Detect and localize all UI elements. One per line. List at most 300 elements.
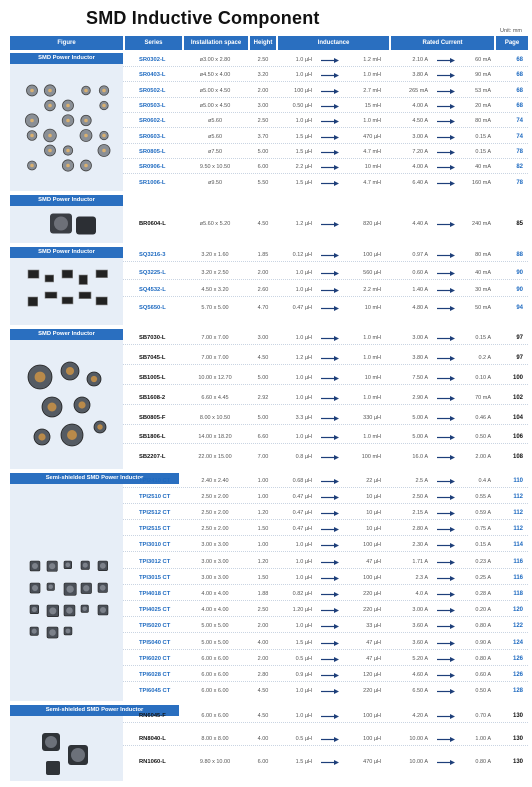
component-photo (22, 726, 112, 778)
height-value: 2.00 (257, 655, 269, 662)
range-arrow-icon (321, 714, 339, 719)
header-series-label: Series (144, 40, 163, 46)
page-title: SMD Inductive Component (86, 8, 320, 28)
current-min: 0.80 A (475, 655, 491, 662)
current-min: 0.60 A (475, 672, 491, 678)
figure-category-label: SMD Power Inductor (10, 329, 123, 340)
height-value: 1.20 (257, 510, 269, 516)
header-size (184, 36, 248, 50)
range-arrow-icon (321, 73, 339, 78)
current-max: 5.00 A (412, 414, 428, 421)
installation-space: 6.60 x 4.45 (201, 394, 229, 401)
page-number: 130 (512, 713, 523, 719)
series-name: SR0403-L (139, 72, 166, 79)
table-row (123, 218, 528, 231)
page-number: 97 (516, 355, 523, 362)
current-max: 6.40 A (412, 179, 428, 186)
range-arrow-icon (321, 641, 339, 646)
inductance-min: 0.47 µH (292, 510, 312, 516)
height-value: 5.00 (257, 414, 269, 421)
inductance-max: 120 µH (363, 672, 381, 678)
current-max: 5.00 A (412, 434, 428, 441)
inductance-min: 0.47 µH (292, 304, 312, 311)
table-row (123, 710, 528, 723)
height-value: 5.50 (257, 179, 269, 186)
page-number: 112 (513, 510, 523, 516)
inductance-max: 100 µH (363, 713, 381, 719)
series-name: RN1060-L (139, 759, 166, 765)
installation-space: 22.00 x 15.00 (198, 454, 232, 461)
inductance-min: 1.0 µH (295, 542, 312, 549)
installation-space: 2.50 x 2.00 (201, 510, 229, 516)
range-arrow-icon (321, 356, 339, 361)
table-row (123, 523, 528, 536)
installation-space: 6.00 x 6.00 (201, 672, 229, 678)
inductance-max: 1.0 mH (363, 434, 381, 441)
current-max: 4.60 A (412, 672, 428, 678)
inductance-min: 0.47 µH (292, 493, 312, 500)
current-min: 53 mA (475, 87, 491, 94)
current-min: 0.55 A (475, 493, 491, 500)
installation-space: 5.00 x 5.00 (201, 623, 229, 630)
series-name: SR0602-L (139, 118, 166, 125)
current-min: 0.4 A (478, 477, 491, 484)
page-number: 108 (512, 454, 523, 461)
inductance-max: 1.0 mH (363, 335, 381, 342)
height-value: 4.50 (257, 355, 269, 362)
height-value: 1.88 (257, 591, 269, 597)
current-min: 70 mA (475, 394, 491, 401)
table-row (123, 491, 528, 504)
inductance-min: 0.12 µH (292, 252, 312, 259)
series-name: TPI2410 CT (139, 477, 171, 484)
height-value: 2.00 (257, 269, 269, 276)
inductance-max: 10 mH (364, 375, 381, 381)
table-row (123, 249, 528, 262)
range-arrow-icon (321, 119, 339, 124)
page-number: 78 (516, 179, 523, 186)
header-inductance (278, 36, 389, 50)
inductance-min: 1.2 µH (295, 220, 312, 227)
table-row (123, 85, 528, 98)
inductance-min: 1.20 µH (292, 607, 312, 614)
inductance-max: 560 µH (363, 269, 381, 276)
current-min: 80 mA (475, 118, 491, 125)
height-value: 1.20 (257, 558, 269, 565)
table-row (123, 756, 528, 769)
installation-space: ø7.50 (207, 148, 223, 155)
current-min: 0.23 A (475, 558, 491, 565)
table-row (123, 131, 528, 144)
page-number: 112 (513, 493, 523, 500)
table-row (123, 539, 528, 552)
series-name: TPI6028 CT (139, 672, 171, 678)
inductance-min: 1.0 µH (295, 574, 312, 581)
installation-space: 4.00 x 4.00 (201, 607, 229, 614)
inductance-max: 47 µH (366, 655, 381, 662)
range-arrow-icon (321, 135, 339, 140)
current-min: 0.50 A (475, 688, 491, 695)
current-min: 20 mA (475, 103, 491, 110)
component-photo (22, 209, 112, 240)
series-name: TPI2510 CT (139, 493, 171, 500)
series-name: TPI3010 CT (139, 542, 171, 549)
inductance-min: 1.5 µH (295, 148, 312, 155)
range-arrow-icon (321, 104, 339, 109)
series-name: SB7045-L (139, 355, 166, 362)
page-number: 68 (516, 57, 523, 64)
page-number: 116 (513, 574, 523, 581)
inductance-max: 220 µH (363, 591, 381, 597)
installation-space: ø5.60 (207, 118, 223, 125)
range-arrow-icon (321, 150, 339, 155)
table-row (123, 100, 528, 113)
page-number: 97 (516, 335, 523, 342)
current-min: 30 mA (475, 287, 491, 294)
series-name: TPI2515 CT (139, 526, 171, 533)
current-min: 0.2 A (478, 355, 491, 362)
inductance-min: 3.3 µH (295, 414, 312, 421)
header-figure-label: Figure (57, 40, 76, 46)
series-name: SB2207-L (139, 454, 166, 461)
inductance-min: 1.5 µH (295, 759, 312, 765)
table-row (123, 267, 528, 280)
figure-panel (10, 705, 144, 781)
inductance-min: 0.82 µH (292, 591, 312, 597)
inductance-max: 1.2 mH (363, 57, 381, 64)
current-max: 4.50 A (412, 118, 428, 125)
current-max: 2.10 A (412, 57, 428, 64)
height-value: 2.50 (257, 57, 269, 64)
installation-space: ø3.00 x 2.80 (199, 57, 231, 64)
range-arrow-icon (321, 396, 339, 401)
series-name: TPI4025 CT (139, 607, 171, 614)
current-min: 0.20 A (475, 607, 491, 614)
series-name: SR0503-L (139, 103, 166, 110)
inductance-max: 100 µH (363, 574, 381, 581)
inductance-min: 100 µH (294, 87, 312, 94)
current-min: 40 mA (475, 269, 491, 276)
inductance-max: 820 µH (363, 220, 381, 227)
inductance-max: 33 µH (366, 623, 381, 630)
current-max: 0.60 A (412, 269, 428, 276)
inductance-max: 47 µH (366, 639, 381, 646)
range-arrow-icon (321, 222, 339, 227)
range-arrow-icon (321, 673, 339, 678)
page-number: 90 (516, 287, 523, 294)
height-value: 5.00 (257, 375, 269, 381)
unit-note: Unit: mm (500, 28, 522, 34)
current-max: 4.00 A (412, 164, 428, 171)
height-value: 1.85 (257, 252, 269, 259)
inductance-min: 1.0 µH (295, 72, 312, 79)
series-name: TPI6020 CT (139, 655, 171, 662)
inductance-max: 10 µH (366, 493, 381, 500)
page-number: 94 (516, 304, 523, 311)
header-figure (10, 36, 123, 50)
installation-space: 6.00 x 6.00 (201, 655, 229, 662)
inductance-max: 22 µH (366, 477, 381, 484)
range-arrow-icon (321, 737, 339, 742)
series-name: TPI3012 CT (139, 558, 171, 565)
range-arrow-icon (321, 511, 339, 516)
page-number: 85 (516, 220, 523, 227)
inductance-max: 470 µH (363, 133, 381, 140)
height-value: 1.00 (257, 477, 269, 484)
component-photo (22, 494, 112, 698)
height-value: 4.50 (257, 713, 269, 719)
current-max: 3.60 A (412, 623, 428, 630)
current-max: 2.3 A (415, 574, 428, 581)
inductance-min: 0.5 µH (295, 655, 312, 662)
installation-space: 6.00 x 6.00 (201, 688, 229, 695)
figure-panel (10, 53, 123, 191)
page-number: 118 (513, 591, 523, 597)
range-arrow-icon (321, 306, 339, 311)
page-number: 88 (516, 252, 523, 259)
range-arrow-icon (321, 435, 339, 440)
series-name: SB1005-L (139, 375, 166, 381)
range-arrow-icon (321, 181, 339, 186)
series-name: SB1608-2 (139, 394, 166, 401)
inductance-min: 1.5 µH (295, 133, 312, 140)
current-max: 4.00 A (412, 103, 428, 110)
height-value: 3.00 (257, 335, 269, 342)
current-max: 4.40 A (412, 220, 428, 227)
inductance-min: 0.9 µH (295, 672, 312, 678)
page-number: 82 (516, 164, 523, 171)
current-min: 0.15 A (475, 542, 491, 549)
inductance-min: 0.68 µH (292, 477, 312, 484)
current-max: 2.50 A (412, 493, 428, 500)
height-value: 2.00 (257, 623, 269, 630)
inductance-max: 10 mH (364, 304, 381, 311)
current-max: 3.80 A (412, 72, 428, 79)
page-number: 110 (513, 477, 523, 484)
inductance-min: 1.5 µH (295, 179, 312, 186)
installation-space: 8.00 x 10.50 (199, 414, 231, 421)
figure-panel (10, 329, 123, 469)
inductance-max: 100 mH (361, 454, 381, 461)
page-number: 116 (513, 558, 523, 565)
inductance-max: 470 µH (363, 759, 381, 765)
series-name: SR0906-L (139, 164, 166, 171)
height-value: 6.00 (257, 759, 269, 765)
current-max: 2.80 A (412, 526, 428, 533)
installation-space: 3.00 x 3.00 (201, 542, 229, 549)
page-number: 130 (512, 759, 523, 765)
current-min: 0.80 A (475, 623, 491, 630)
inductance-min: 0.50 µH (292, 103, 312, 110)
range-arrow-icon (321, 336, 339, 341)
inductance-max: 220 µH (363, 688, 381, 695)
current-min: 0.70 A (475, 713, 491, 719)
current-min: 0.80 A (475, 759, 491, 765)
series-name: SR0502-L (139, 87, 166, 94)
inductance-max: 10 µH (366, 526, 381, 533)
range-arrow-icon (321, 495, 339, 500)
range-arrow-icon (321, 416, 339, 421)
header-page (496, 36, 528, 50)
installation-space: ø9.50 (207, 179, 223, 186)
range-arrow-icon (321, 608, 339, 613)
series-name: SQ3225-L (139, 269, 166, 276)
height-value: 1.00 (257, 542, 269, 549)
page-number: 130 (512, 736, 523, 742)
table-row (123, 352, 528, 365)
installation-space: 14.00 x 18.20 (198, 434, 232, 441)
height-value: 2.80 (257, 672, 269, 678)
inductance-min: 1.0 µH (295, 57, 312, 64)
inductance-min: 0.8 µH (295, 454, 312, 461)
range-arrow-icon (321, 543, 339, 548)
table-row (123, 556, 528, 569)
inductance-max: 2.2 mH (363, 287, 381, 294)
current-max: 2.5 A (415, 477, 428, 484)
height-value: 2.00 (257, 87, 269, 94)
component-photo (22, 343, 112, 466)
current-min: 0.75 A (475, 526, 491, 533)
page-number: 74 (516, 133, 523, 140)
range-arrow-icon (321, 689, 339, 694)
current-min: 1.00 A (475, 736, 491, 742)
current-max: 3.00 A (412, 133, 428, 140)
current-max: 4.0 A (415, 591, 428, 597)
range-arrow-icon (321, 479, 339, 484)
inductance-min: 1.0 µH (295, 375, 312, 381)
page-number: 126 (512, 655, 523, 662)
series-name: RN6045-F (139, 713, 166, 719)
table-row (123, 392, 528, 405)
series-name: RN8040-L (139, 736, 166, 742)
current-max: 7.20 A (412, 148, 428, 155)
height-value: 3.00 (257, 103, 269, 110)
inductance-max: 1.0 mH (363, 394, 381, 401)
table-row (123, 733, 528, 746)
current-max: 2.30 A (412, 542, 428, 549)
height-value: 1.00 (257, 493, 269, 500)
current-min: 0.50 A (475, 434, 491, 441)
inductance-min: 1.2 µH (295, 355, 312, 362)
page-number: 126 (512, 672, 523, 678)
height-value: 2.50 (257, 118, 269, 125)
installation-space: 2.40 x 2.40 (201, 477, 229, 484)
height-value: 6.60 (257, 434, 269, 441)
installation-space: 4.50 x 3.20 (201, 287, 229, 294)
height-value: 4.50 (257, 688, 269, 695)
page-number: 128 (512, 688, 523, 695)
inductance-min: 2.2 µH (295, 164, 312, 171)
table-row (123, 115, 528, 128)
inductance-max: 220 µH (363, 607, 381, 614)
installation-space: 8.00 x 8.00 (201, 736, 229, 742)
inductance-max: 330 µH (363, 414, 381, 421)
series-name: TPI5040 CT (139, 639, 171, 646)
figure-panel (10, 473, 144, 701)
current-min: 160 mA (472, 179, 491, 186)
table-row (123, 69, 528, 82)
height-value: 1.50 (257, 526, 269, 533)
table-row (123, 431, 528, 444)
current-min: 60 mA (475, 57, 491, 64)
table-row (123, 637, 528, 650)
series-name: SR0302-L (139, 57, 166, 64)
table-row (123, 146, 528, 159)
page-number: 122 (512, 623, 523, 630)
range-arrow-icon (321, 624, 339, 629)
figure-category-label: Semi-shielded SMD Power Inductor (10, 705, 179, 716)
height-value: 5.00 (257, 148, 269, 155)
current-max: 10.00 A (409, 759, 428, 765)
current-max: 1.71 A (412, 558, 428, 565)
current-max: 3.80 A (412, 355, 428, 362)
table-row (123, 669, 528, 682)
table-row (123, 475, 528, 488)
header-current-label: Rated Current (422, 40, 463, 46)
figure-category-label: Semi-shielded SMD Power Inductor (10, 473, 179, 484)
installation-space: 3.00 x 3.00 (201, 574, 229, 581)
figure-category-label: SMD Power Inductor (10, 195, 123, 206)
installation-space: 7.00 x 7.00 (201, 335, 229, 342)
inductance-min: 0.47 µH (292, 526, 312, 533)
current-min: 0.28 A (475, 591, 491, 597)
component-photo (22, 261, 112, 322)
series-name: SB1806-L (139, 434, 166, 441)
installation-space: 4.00 x 4.00 (201, 591, 229, 597)
current-max: 3.00 A (412, 335, 428, 342)
current-min: 0.15 A (475, 148, 491, 155)
height-value: 6.00 (257, 164, 269, 171)
inductance-min: 1.0 µH (295, 688, 312, 695)
current-min: 0.10 A (475, 375, 491, 381)
height-value: 4.00 (257, 736, 269, 742)
current-min: 90 mA (475, 72, 491, 79)
range-arrow-icon (321, 560, 339, 565)
page-number: 68 (516, 87, 523, 94)
page-number: 68 (516, 103, 523, 110)
current-max: 10.00 A (409, 736, 428, 742)
page-number: 112 (513, 526, 523, 533)
current-min: 2.00 A (475, 454, 491, 461)
inductance-max: 1.0 mH (363, 72, 381, 79)
height-value: 3.20 (257, 72, 269, 79)
table-row (123, 54, 528, 67)
installation-space: ø5.00 x 4.50 (199, 103, 231, 110)
height-value: 7.00 (257, 454, 269, 461)
series-name: BR0604-L (139, 220, 166, 227)
series-name: SB7030-L (139, 335, 166, 342)
installation-space: 3.20 x 2.50 (201, 269, 229, 276)
inductance-max: 100 µH (363, 542, 381, 549)
page-number: 74 (516, 118, 523, 125)
page-number: 68 (516, 72, 523, 79)
installation-space: 3.20 x 1.60 (201, 252, 229, 259)
range-arrow-icon (321, 253, 339, 258)
current-max: 0.97 A (412, 252, 428, 259)
current-min: 0.59 A (475, 510, 491, 516)
header-height (250, 36, 276, 50)
inductance-min: 1.0 µH (295, 335, 312, 342)
page-number: 120 (512, 607, 523, 614)
height-value: 4.50 (257, 220, 269, 227)
current-min: 0.90 A (475, 639, 491, 646)
installation-space: 3.00 x 3.00 (201, 558, 229, 565)
current-min: 80 mA (475, 252, 491, 259)
range-arrow-icon (321, 58, 339, 63)
inductance-max: 2.7 mH (363, 87, 381, 94)
current-max: 265 mA (409, 87, 428, 94)
page-number: 100 (512, 375, 523, 381)
